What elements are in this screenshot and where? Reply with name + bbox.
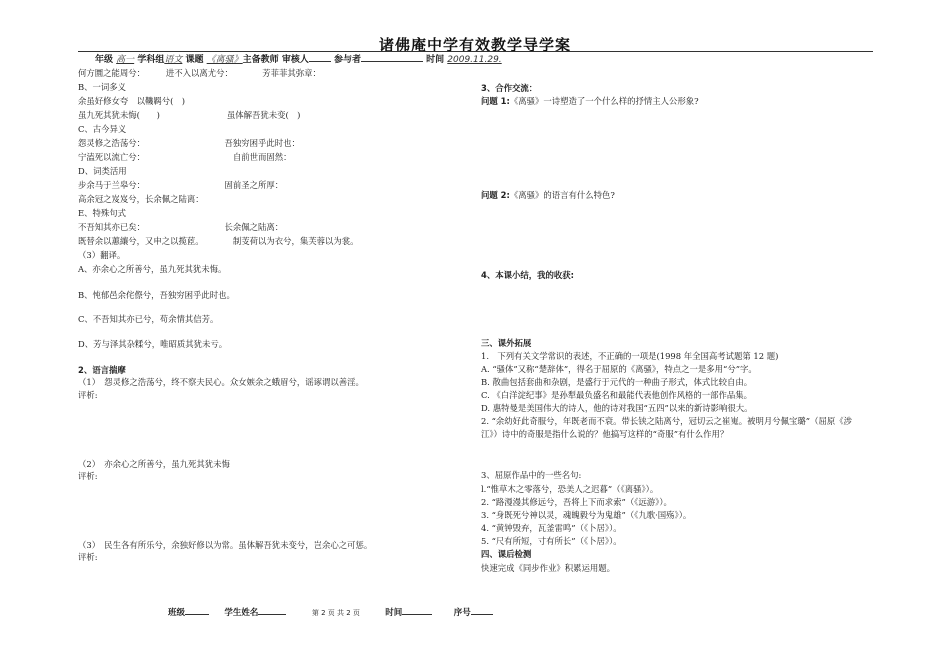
translation-item: D、芳与泽其杂糅兮，唯昭质其犹未亏。 [78,339,228,349]
text-line: A. “骚体”又称“楚辞体”，得名于屈原的《离骚》，特点之一是多用“兮”字。 [481,364,757,374]
question-item [481,190,615,201]
page-title: 诸佛庵中学有效教学导学案 [378,36,571,54]
section-heading: 2、语言揣摩 [78,365,126,375]
text-line: B、一词多义 [78,82,127,92]
time-label: 时间 [385,608,403,618]
text-line: C、古今异义 [78,124,127,134]
subject-label: 学科组 [137,55,165,65]
text-line: 宁溘死以流亡兮： 自前世而固然： [78,152,292,162]
text-line: D. 惠特曼是美国伟大的诗人，他的诗对我国“五四”以来的新诗影响很大。 [481,403,753,413]
time-label: 时间 [426,55,445,65]
quote-item: 2. “路漫漫其修远兮，吾将上下而求索”（《远游》）。 [481,497,672,507]
question-text: （1） 怨灵修之浩荡兮，终不察夫民心。众女嫉余之蛾眉兮，谣诼谓以善淫。 [78,377,364,387]
text-line: D、词类活用 [78,166,127,176]
translation-item: A、亦余心之所善兮，虽九死其犹未悔。 [78,264,227,274]
question-text: （3） 民生各有所乐兮，余独好修以为常。虽体解吾犹未变兮，岂余心之可惩。 [78,540,373,550]
text-line: E、特殊句式 [78,208,126,218]
translation-item: B、忳郁邑余侘傺兮，吾独穷困乎此时也。 [78,290,235,300]
text-line: 何方圜之能周兮： 进不入以离尤兮： 芳菲菲其弥章： [78,68,321,78]
text-line: C. 《白洋淀纪事》是孙犁最负盛名和最能代表他创作风格的一部作品集。 [481,390,753,400]
quote-item: 4. “黄钟毁弃，瓦釜雷鸣”（《卜居》）。 [481,523,622,533]
text-line: 高余冠之岌岌兮，长余佩之陆离： [78,194,204,204]
question-text: （2） 亦余心之所善兮，虽九死其犹未悔 [78,459,230,469]
section-heading: 三、课外拓展 [481,338,532,348]
grade-value: 高一 [116,55,135,65]
class-label: 班级 [168,608,186,618]
grade-label: 年级 [95,55,114,65]
participant-label: 参与者 [333,55,361,65]
text-line: 不吾知其亦已矣： 长余佩之陆离： [78,222,284,232]
topic-label: 课题 [185,55,204,65]
quote-item: 5. “尺有所短，寸有所长”（《卜居》）。 [481,536,622,546]
quote-item: l.“惟草木之零落兮，恐美人之迟暮”（《离骚》）。 [481,484,659,494]
subject-value: 语文 [164,55,183,65]
comment-label: 评析: [78,390,98,400]
text-line: 2. “余幼好此奇服兮，年既老而不衰。带长铗之陆离兮，冠切云之崔嵬。被明月兮佩宝璐”（屈原《涉 [481,416,852,426]
comment-label: 评析: [78,552,98,562]
section-heading: 3、合作交流： [481,83,538,93]
question-item [481,96,699,107]
text-line: 怨灵修之浩荡兮： 吾独穷困乎此时也： [78,138,300,148]
section-heading: 四、课后检测 [481,549,532,559]
translation-item: C、不吾知其亦已兮，苟余情其信芳。 [78,314,219,324]
footer [168,606,493,618]
section-heading: 4、本课小结，我的收获: [481,270,574,280]
text-line: 快速完成《同步作业》积累运用题。 [481,563,615,573]
topic-value: 《离骚》 [206,55,243,65]
page-number: 第 2 页 共 2 页 [311,609,360,617]
quote-item: 3. “身既死兮神以灵，魂魄毅兮为鬼雄”（《九歌·国殇》）。 [481,510,692,520]
text-line: B. 散曲包括套曲和杂剧，是盛行于元代的一种曲子形式，体式比较自由。 [481,377,753,387]
text-line: 1. 下列有关文学常识的表述，不正确的一项是(1998 年全国高考试题第 12 题) [481,351,779,361]
text-line: 步余马于兰皋兮： 固前圣之所厚： [78,180,284,190]
question-label: 问题 2: [481,190,510,200]
question-text: 《离骚》的语言有什么特色? [509,190,615,200]
text-line: （3）翻译。 [78,250,126,260]
question-label: 问题 1: [481,96,510,106]
reviewer-label: 审核人 [281,55,309,65]
student-name-label: 学生姓名 [224,608,259,618]
text-line: 江》）诗中的奇服是指什么说的？他搞写这样的“奇服”有什么作用？ [481,429,729,439]
comment-label: 评析: [78,471,98,481]
header-meta [95,52,502,65]
seq-label: 序号 [453,608,471,618]
question-text: 《离骚》一诗塑造了一个什么样的抒情主人公形象? [509,96,699,106]
text-line: 虽九死其犹未悔( ) 虽体解吾犹未变( ) [78,110,301,120]
teacher-label: 主备教师 [242,55,279,65]
text-line: 3、屈原作品中的一些名句: [481,470,582,480]
text-line: 余虽好修女夸 以鞿羁兮( ) [78,96,186,106]
time-value: 2009.11.29. [447,55,502,65]
text-line: 既替余以蕙纕兮，又申之以揽茝。 制芰荷以为衣兮，集芙蓉以为裳。 [78,236,359,246]
